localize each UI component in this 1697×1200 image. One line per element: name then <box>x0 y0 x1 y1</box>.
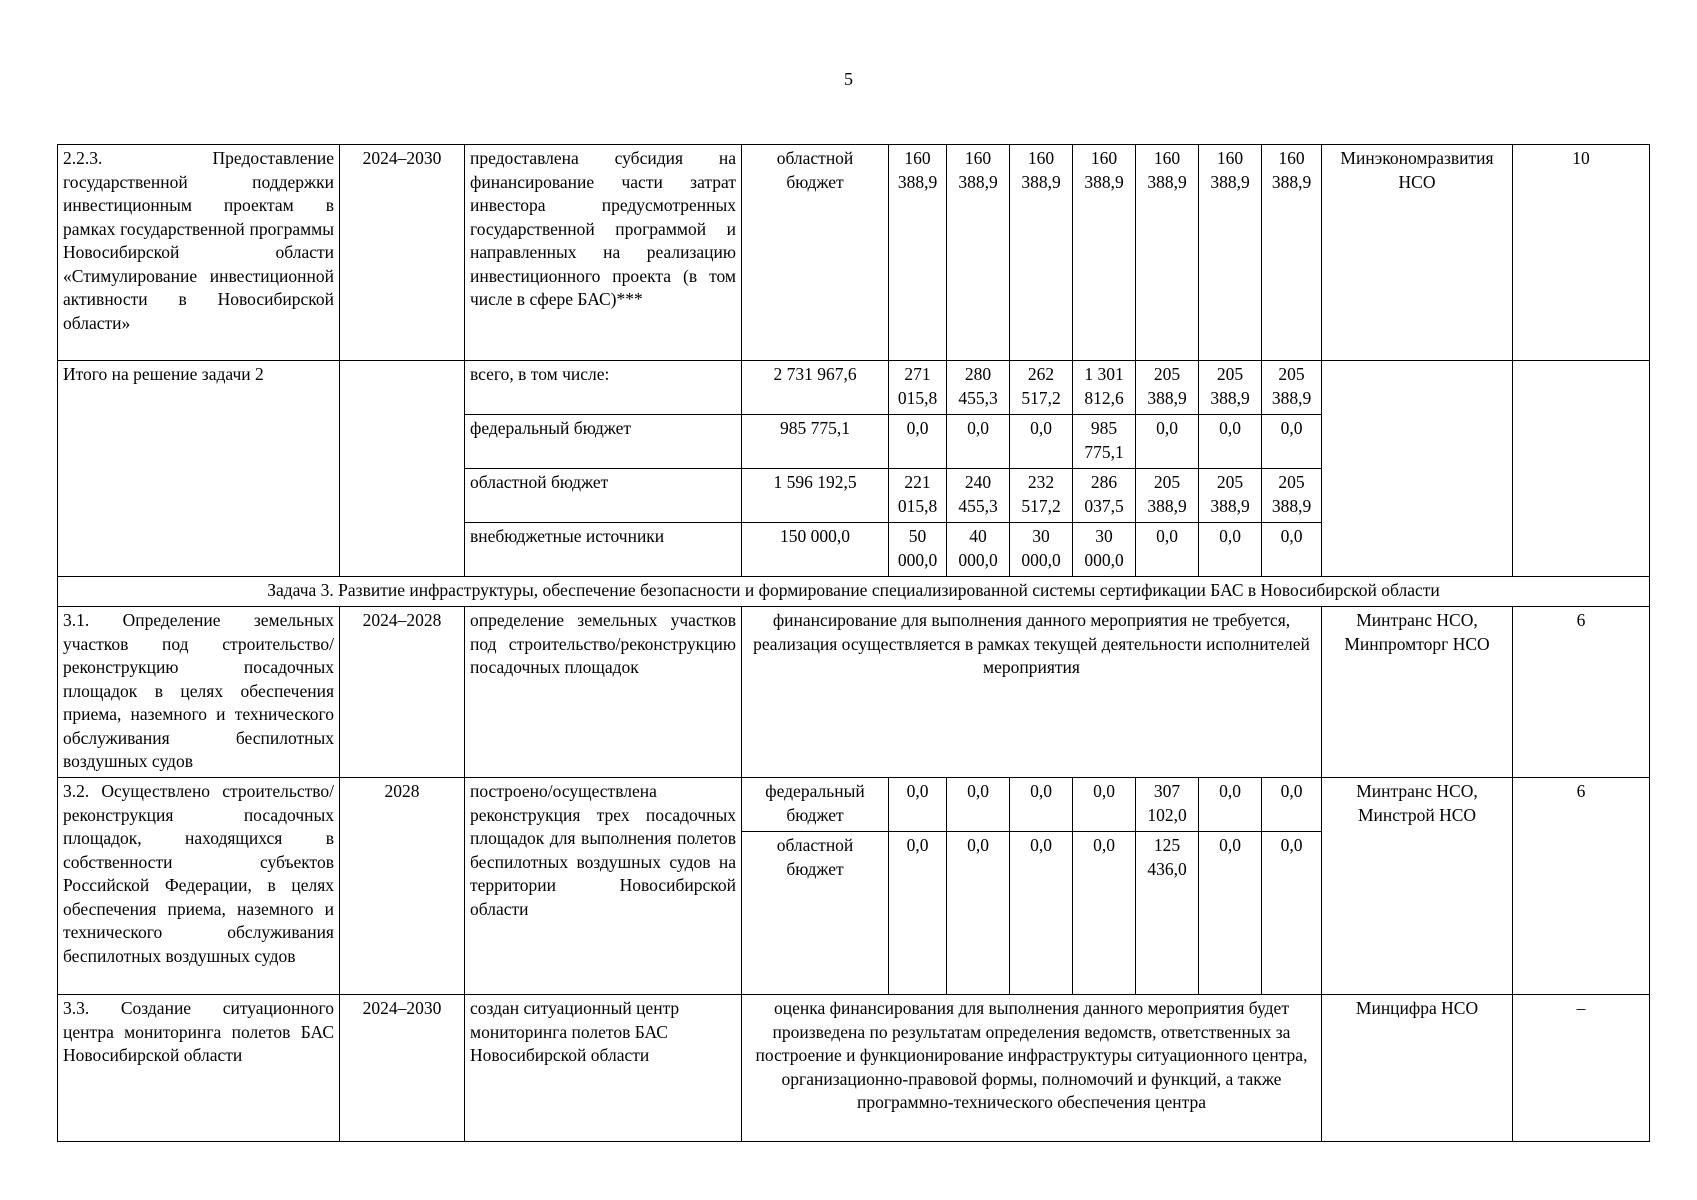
measure-result: определение земельных участков под строительство/реконструкцию посадочных площадок <box>465 607 742 778</box>
indicator: – <box>1513 995 1650 1142</box>
empty-cell <box>1513 361 1650 577</box>
year-value: 0,0 <box>1199 778 1262 832</box>
empty-cell <box>340 361 465 577</box>
year-value: 205 388,9 <box>1262 361 1322 415</box>
year-value: 205 388,9 <box>1136 361 1199 415</box>
year-value: 205 388,9 <box>1262 469 1322 523</box>
year-value: 0,0 <box>1136 523 1199 577</box>
year-value: 232 517,2 <box>1010 469 1073 523</box>
year-value: 205 388,9 <box>1199 469 1262 523</box>
year-value: 262 517,2 <box>1010 361 1073 415</box>
year-value: 0,0 <box>1199 523 1262 577</box>
financing-note: финансирование для выполнения данного мероприятия не требуется, реализация осуществляется в рамках текущей деятельности исполнителей мероприятия <box>742 607 1322 778</box>
year-value: 0,0 <box>1262 523 1322 577</box>
year-value: 0,0 <box>1199 832 1262 995</box>
measure-period: 2024–2028 <box>340 607 465 778</box>
funding-source: федеральный бюджет <box>742 778 889 832</box>
year-value: 0,0 <box>1262 415 1322 469</box>
year-value: 125 436,0 <box>1136 832 1199 995</box>
page-number: 5 <box>844 69 853 89</box>
year-value: 0,0 <box>889 832 947 995</box>
year-value: 221 015,8 <box>889 469 947 523</box>
table-row <box>58 995 1650 1142</box>
funding-source: федеральный бюджет <box>465 415 742 469</box>
measure-name: 3.2. Осуществлено строительство/реконструкция посадочных площадок, находящихся в собственности субъектов Российской Федерации, в целях обеспечения приема, наземного и технического обслуживания беспилотных воздушных судов <box>58 778 340 995</box>
funding-total: 1 596 192,5 <box>742 469 889 523</box>
year-value: 0,0 <box>1010 778 1073 832</box>
executor: Минтранс НСО, Минпромторг НСО <box>1322 607 1513 778</box>
year-value: 0,0 <box>947 778 1010 832</box>
year-value: 0,0 <box>1073 778 1136 832</box>
year-value: 160 388,9 <box>1199 145 1262 361</box>
year-value: 30 000,0 <box>1073 523 1136 577</box>
year-value: 240 455,3 <box>947 469 1010 523</box>
year-value: 160 388,9 <box>1262 145 1322 361</box>
table-row <box>58 607 1650 778</box>
measure-result: построено/осуществлена реконструкция трех посадочных площадок для выполнения полетов беспилотных воздушных судов на территории Новосибирской области <box>465 778 742 995</box>
measures-table <box>57 144 1650 1142</box>
executor: Минцифра НСО <box>1322 995 1513 1142</box>
funding-total: 2 731 967,6 <box>742 361 889 415</box>
year-value: 0,0 <box>947 415 1010 469</box>
indicator: 6 <box>1513 778 1650 995</box>
indicator: 10 <box>1513 145 1650 361</box>
year-value: 0,0 <box>1262 832 1322 995</box>
year-value: 160 388,9 <box>947 145 1010 361</box>
indicator: 6 <box>1513 607 1650 778</box>
year-value: 271 015,8 <box>889 361 947 415</box>
year-value: 205 388,9 <box>1199 361 1262 415</box>
year-value: 205 388,9 <box>1136 469 1199 523</box>
measure-name: 2.2.3. Предоставление государственной поддержки инвестиционным проектам в рамках государственной программы Новосибирской области «Стимулирование инвестиционной активности в Новосибирской области» <box>58 145 340 361</box>
year-value: 0,0 <box>1136 415 1199 469</box>
measure-result: предоставлена субсидия на финансирование части затрат инвестора предусмотренных государственной программой и направленных на реализацию инвестиционного проекта (в том числе в сфере БАС)*** <box>465 145 742 361</box>
year-value: 286 037,5 <box>1073 469 1136 523</box>
year-value: 0,0 <box>889 415 947 469</box>
funding-source: внебюджетные источники <box>465 523 742 577</box>
year-value: 160 388,9 <box>889 145 947 361</box>
table-row <box>58 361 1650 415</box>
measure-period: 2028 <box>340 778 465 995</box>
funding-source: областной бюджет <box>742 145 889 361</box>
year-value: 0,0 <box>1010 832 1073 995</box>
measure-period: 2024–2030 <box>340 995 465 1142</box>
funding-source: всего, в том числе: <box>465 361 742 415</box>
year-value: 50 000,0 <box>889 523 947 577</box>
funding-source: областной бюджет <box>465 469 742 523</box>
year-value: 160 388,9 <box>1010 145 1073 361</box>
year-value: 0,0 <box>947 832 1010 995</box>
year-value: 985 775,1 <box>1073 415 1136 469</box>
year-value: 307 102,0 <box>1136 778 1199 832</box>
total-label: Итого на решение задачи 2 <box>58 361 340 577</box>
year-value: 160 388,9 <box>1073 145 1136 361</box>
year-value: 30 000,0 <box>1010 523 1073 577</box>
year-value: 0,0 <box>1262 778 1322 832</box>
funding-total: 150 000,0 <box>742 523 889 577</box>
executor: Минэкономразвития НСО <box>1322 145 1513 361</box>
measure-name: 3.3. Создание ситуационного центра мониторинга полетов БАС Новосибирской области <box>58 995 340 1142</box>
table-row <box>58 577 1650 607</box>
year-value: 40 000,0 <box>947 523 1010 577</box>
year-value: 0,0 <box>1010 415 1073 469</box>
year-value: 0,0 <box>1199 415 1262 469</box>
measure-name: 3.1. Определение земельных участков под строительство/реконструкцию посадочных площадок в целях обеспечения приема, наземного и технического обслуживания беспилотных воздушных судов <box>58 607 340 778</box>
year-value: 1 301 812,6 <box>1073 361 1136 415</box>
financing-note: оценка финансирования для выполнения данного мероприятия будет произведена по результатам определения ведомств, ответственных за построение и функционирование инфраструктуры ситуационного центра, организационно-правовой формы, полномочий и функций, а также программно-технического обеспечения центра <box>742 995 1322 1142</box>
funding-total: 985 775,1 <box>742 415 889 469</box>
year-value: 0,0 <box>889 778 947 832</box>
year-value: 0,0 <box>1073 832 1136 995</box>
table-row <box>58 145 1650 361</box>
measure-period: 2024–2030 <box>340 145 465 361</box>
funding-source: областной бюджет <box>742 832 889 995</box>
table-row <box>58 778 1650 832</box>
empty-cell <box>1322 361 1513 577</box>
measure-result: создан ситуационный центр мониторинга полетов БАС Новосибирской области <box>465 995 742 1142</box>
year-value: 160 388,9 <box>1136 145 1199 361</box>
year-value: 280 455,3 <box>947 361 1010 415</box>
task-header: Задача 3. Развитие инфраструктуры, обеспечение безопасности и формирование специализированной системы сертификации БАС в Новосибирской области <box>58 577 1650 607</box>
executor: Минтранс НСО, Минстрой НСО <box>1322 778 1513 995</box>
